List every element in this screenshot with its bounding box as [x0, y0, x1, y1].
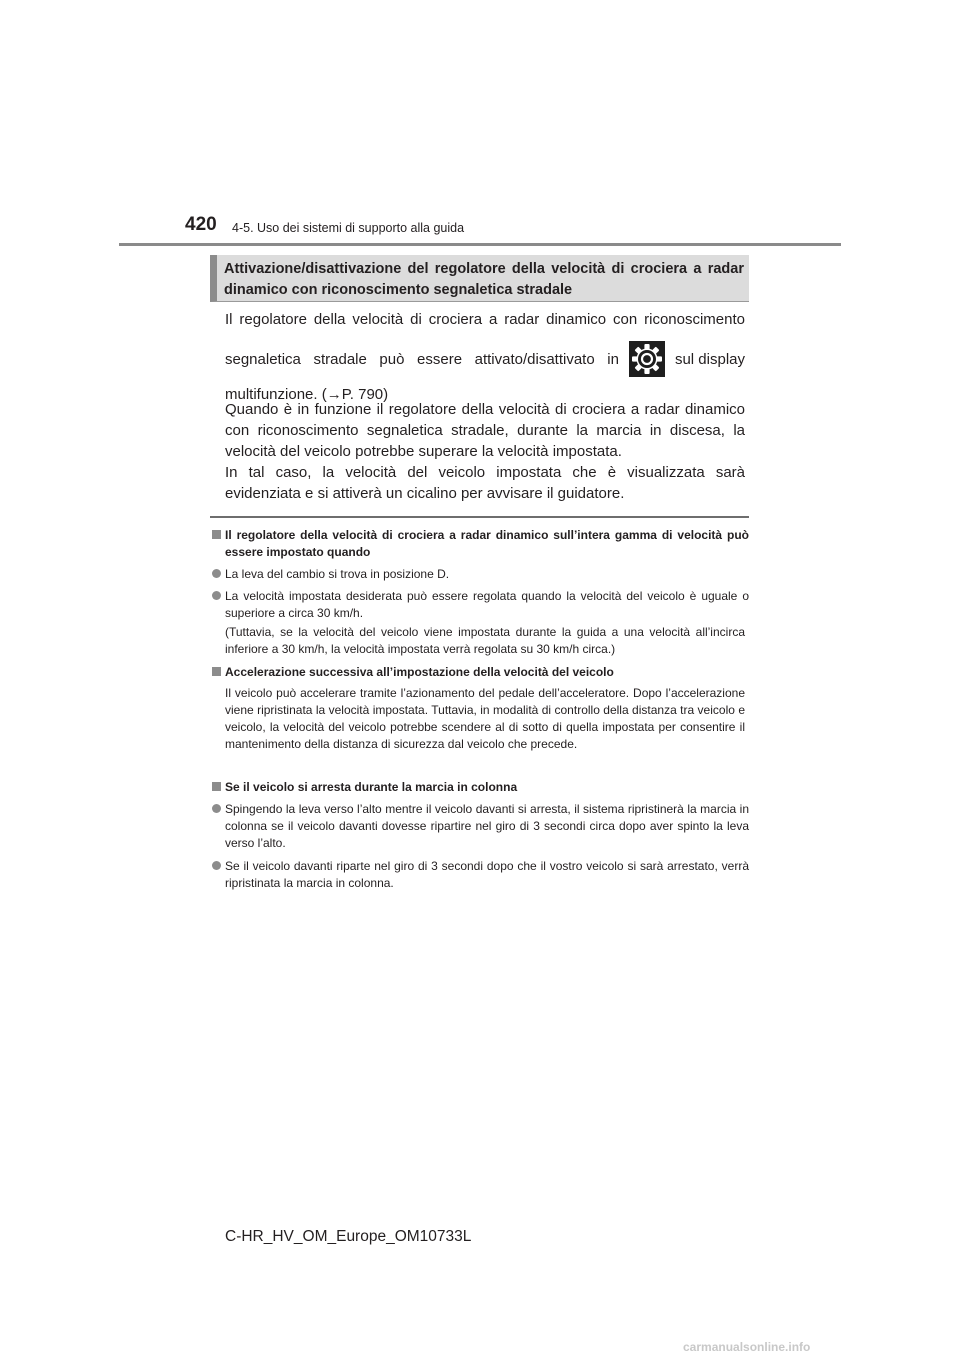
note-heading-text: Accelerazione successiva all’impostazione della velocità del veicolo [225, 665, 614, 679]
intro-text-3: multifunzione. (→P. 790) [225, 386, 389, 403]
note-heading-full-range [212, 527, 749, 561]
round-bullet-icon [212, 591, 221, 600]
list-item-text: La leva del cambio si trova in posizione D. [225, 567, 450, 581]
note-heading-column [212, 779, 749, 796]
note-heading-text: Il regolatore della velocità di crociera a radar dinamico sull’intera gamma di velocità può essere impostato quando [225, 528, 749, 559]
note-heading-acceleration [212, 664, 749, 681]
list-item [212, 801, 749, 852]
list-item-text: Spingendo la leva verso l’alto mentre il veicolo davanti si arresta, il sistema ripristinerà la marcia in colonna se il veicolo davanti dovesse ripartire nel giro di 3 secondi circa dopo aver spinto la leva verso l’alto. [225, 802, 749, 850]
intro-text-1: Il regolatore della velocità di crociera a radar dinamico con riconoscimento [225, 311, 745, 328]
downhill-paragraph: Quando è in funzione il regolatore della velocità di crociera a radar dinamico con riconoscimento segnaletica stradale, durante la marcia in discesa, la velocità del veicolo potrebbe superare la velocità impostata. [225, 401, 745, 460]
header-divider [119, 243, 841, 246]
square-bullet-icon [212, 782, 221, 791]
intro-paragraph [225, 309, 745, 405]
list-item [212, 858, 749, 892]
warning-paragraph: In tal caso, la velocità del veicolo impostata che è visualizzata sarà evidenziata e si attiverà un cicalino per avvisare il guidatore. [225, 464, 745, 502]
notes-divider [210, 516, 749, 518]
note-body-acceleration: Il veicolo può accelerare tramite l’azionamento del pedale dell’acceleratore. Dopo l’accelerazione viene ripristinata la velocità impostata. Tuttavia, in modalità di controllo della distanza tra veicolo e veicolo, la velocità del veicolo potrebbe scendere al di sotto di quella impostata per consentire il mantenimento della distanza di sicurezza dal veicolo che precede. [225, 686, 745, 751]
note-heading-text: Se il veicolo si arresta durante la marcia in colonna [225, 780, 518, 794]
list-item-text: La velocità impostata desiderata può essere regolata quando la velocità del veicolo è uguale o superiore a circa 30 km/h. [225, 589, 749, 620]
square-bullet-icon [212, 530, 221, 539]
list-item [212, 588, 749, 622]
section-title: Attivazione/disattivazione del regolatore della velocità di crociera a radar dinamico con riconoscimento segnaletica stradale [224, 261, 744, 298]
intro-text-2a: segnaletica stradale può essere attivato/disattivato in [225, 350, 619, 368]
page-number: 420 [185, 214, 217, 235]
round-bullet-icon [212, 569, 221, 578]
intro-line-1 [225, 309, 745, 330]
square-bullet-icon [212, 667, 221, 676]
settings-gear-icon [629, 341, 665, 377]
list-item-continuation: (Tuttavia, se la velocità del veicolo viene impostata durante la guida a una velocità all’incirca inferiore a 30 km/h, la velocità impostata verrà regolata su 30 km/h circa.) [225, 625, 745, 656]
round-bullet-icon [212, 804, 221, 813]
list-item-text: Se il veicolo davanti riparte nel giro di 3 secondi dopo che il vostro veicolo si sarà arrestato, verrà ripristinata la marcia in colonna. [225, 859, 749, 890]
section-heading-box [210, 255, 749, 302]
intro-text-2b: sul display [674, 350, 745, 368]
document-code: C-HR_HV_OM_Europe_OM10733L [225, 1228, 472, 1245]
intro-line-2 [225, 338, 745, 380]
round-bullet-icon [212, 861, 221, 870]
list-item [212, 566, 749, 583]
watermark: carmanualsonline.info [683, 1340, 811, 1354]
chapter-title: 4-5. Uso dei sistemi di supporto alla guida [232, 221, 465, 235]
